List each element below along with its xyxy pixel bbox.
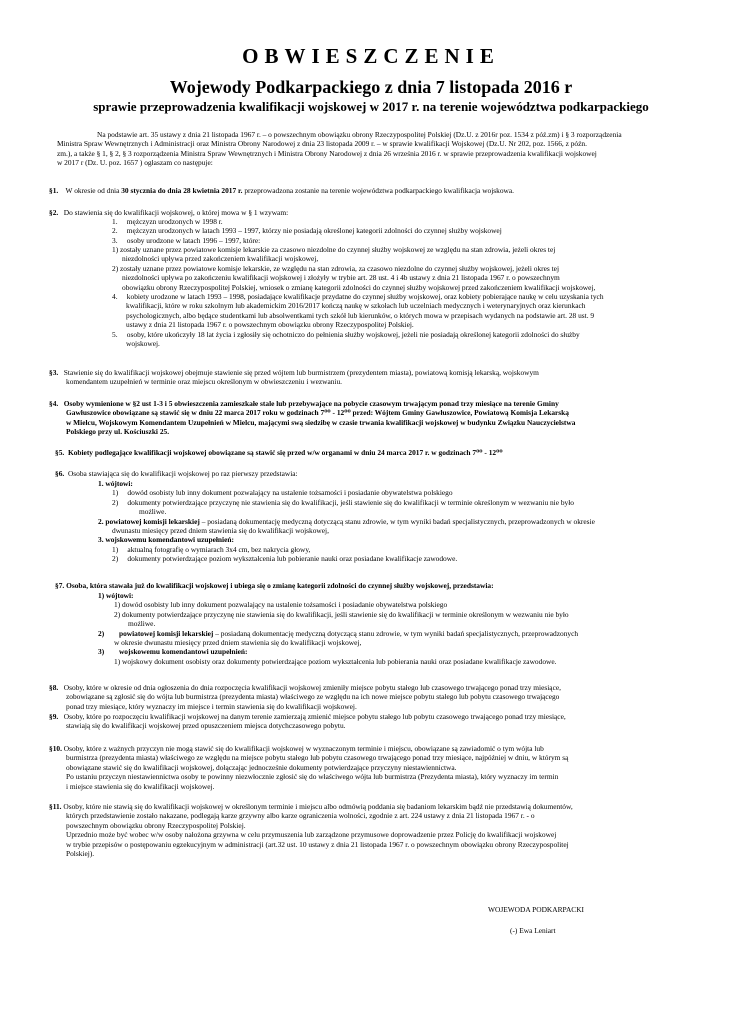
list-item: zostały uznane przez powiatowe komisje lekarskie, ze względu na stan zdrowia, za czasowo niezdolne do czynnej służby wojskowej, jeżeli okres tej <box>120 263 559 273</box>
list-item: możliwe. <box>128 619 156 629</box>
section-number: §9. <box>49 712 59 721</box>
list-item: – posiadaną dokumentację medyczną dotyczącą stanu zdrowie, w tym wyniki badań specjalistycznych, przeprowadzonych <box>215 628 579 638</box>
section-number: §5. <box>55 448 65 457</box>
list-item: wojskowej. <box>126 339 160 349</box>
section-number: §4. <box>49 399 59 408</box>
list-item: ustawy z dnia 21 listopada 1967 r. o powszechnym obowiązku obrony Rzeczypospolitej Polskiej. <box>126 320 414 330</box>
list-number: 2) <box>112 554 119 564</box>
list-number: 2. <box>112 226 118 236</box>
intro-line: w 2017 r (Dz. U. poz. 1657 ) ogłaszam co następuje: <box>57 158 213 168</box>
section-text: Polskiej). <box>66 849 95 859</box>
list-item: obowiązku obrony Rzeczypospolitej Polskiej, wniosek o zmianę kategorii zdolności do czynnej służby wojskowej przed zakończeniem kwalifikacji wojskowej, <box>122 282 596 292</box>
list-number: 1) <box>112 245 119 254</box>
section-text: Osoby, które w okresie od dnia ogłoszenia do dnia rozpoczęcia kwalifikacji wojskowej zmieniły miejsce pobytu stałego lub czasowego trwającego ponad trzy miesiące, <box>63 683 561 692</box>
group-heading: powiatowej komisji lekarskiej <box>118 628 214 638</box>
section-text: burmistrza (prezydenta miasta) właściwego ze względu na miejsce pobytu stałego lub pobytu czasowego trwającego ponad trzy miesiące, najpóźniej w dniu, w którym są <box>66 753 569 763</box>
section-text: w Mielcu, Wojskowym Komendantem Uzupełnień w Mielcu, mającymi swą siedzibę w czasie trwania kwalifikacji wojskowej w budynku Związku Nauczycielstwa <box>66 417 576 427</box>
document-subtitle: Wojewody Podkarpackiego z dnia 7 listopada 2016 r <box>169 77 573 97</box>
intro-paragraph <box>57 130 622 168</box>
section-text: Uprzednio może być wobec w/w osoby nałożona grzywna w celu przymuszenia lub zarządzone przymusowe doprowadzenie przez Policję do kwalifikacji wojskowej <box>66 830 557 840</box>
section-2-sublist <box>112 245 595 292</box>
list-number: 1) <box>112 488 119 498</box>
section-8 <box>49 683 561 711</box>
list-item: dwunastu miesięcy przed dniem stawienia się do kwalifikacji wojskowej, <box>112 526 329 536</box>
list-item: dowód osobisty lub inny dokument pozwalający na ustalenie tożsamości i posiadanie obywatelstwa polskiego <box>122 600 448 610</box>
section-text: Osoby, które po rozpoczęciu kwalifikacji wojskowej na danym terenie zamierzają zmienić miejsce pobytu stałego lub pobytu czasowego trwającego ponad trzy miesiące, <box>63 712 566 721</box>
list-number: 1) <box>114 600 121 610</box>
list-number: 1) <box>112 544 119 554</box>
list-item: 1) wojskowy dokument osobisty oraz dokumenty potwierdzające poziom wykształcenia lub pobierania nauki oraz posiadane kwalifikacje zawodowe. <box>114 656 557 666</box>
list-item: kwalifikacji, które w roku szkolnym lub akademickim 2016/2017 kończą naukę w szkołach lub uczelniach medycznych i weterynaryjnych oraz kierunkach <box>126 301 586 311</box>
section-number: §10. <box>49 744 62 753</box>
intro-line: Ministra Spraw Wewnętrznych i Administracji oraz Ministra Obrony Narodowej z dnia 23 listopada 2009 r. – w sprawie kwalifikacji Wojskowej (Dz.U. Nr 202, poz. 1566, z późn. <box>57 139 587 149</box>
section-6 <box>55 469 298 478</box>
section-number: §3. <box>49 368 59 377</box>
section-text: zobowiązane są zgłosić się do wójta lub burmistrza (prezydenta miasta) właściwego ze względu na ich nowe miejsce pobytu stałego lub pobytu czasowego trwającego <box>66 692 560 702</box>
list-item: w okresie dwunastu miesięcy przed dniem stawienia się do kwalifikacji wojskowej, <box>114 638 362 648</box>
section-text: przeprowadzona zostanie na terenie województwa podkarpackiego kwalifikacja wojskowa. <box>244 186 515 195</box>
section-lead: Osoba stawiająca się do kwalifikacji wojskowej po raz pierwszy przedstawia: <box>67 469 298 478</box>
section-text: stawiają się do kwalifikacji wojskowej przed opuszczeniem miejsca dotychczasowego pobytu. <box>66 721 346 731</box>
section-11 <box>49 802 573 858</box>
signature-office: WOJEWODA PODKARPACKI <box>488 905 585 914</box>
section-text: Stawienie się do kwalifikacji wojskowej obejmuje stawienie się przed wójtem lub burmistrzem (prezydentem miasta), powiatową komisją lekarską, wojskowym <box>63 368 539 377</box>
group-heading: 1. wójtowi: <box>98 479 133 488</box>
section-number: §7. <box>55 581 65 590</box>
list-item: niezdolności upływa po zakończeniu kwalifikacji wojskowej i złożyły w trybie art. 28 ust. 4 i 4b ustawy z dnia 21 listopada 1967 r. o powszechnym <box>122 273 560 283</box>
list-item: dokumenty potwierdzające przyczynę nie stawienia się do kwalifikacji, jeśli stawienie się do kwalifikacji w terminie określonym w wezwaniu nie było <box>127 497 575 507</box>
list-number: 5. <box>112 329 118 339</box>
group-heading: 2. powiatowej komisji lekarskiej <box>98 516 200 526</box>
list-item: – posiadaną dokumentację medyczną dotyczącą stanu zdrowie, w tym wyniki badań specjalistycznych, przeprowadzonych w okresie <box>201 516 595 526</box>
section-1 <box>49 186 514 195</box>
section-9 <box>49 712 566 731</box>
section-number: §6. <box>55 469 65 478</box>
list-item: osoby, które ukończyły 18 lat życia i zgłosiły się ochotniczo do pełnienia służby wojskowej, jeżeli nie posiadają określonej kategorii zdolności do służby <box>126 329 580 339</box>
section-text: i miejsce stawienia się do kwalifikacji wojskowej. <box>66 781 215 791</box>
section-text: powszechnym obowiązku obrony Rzeczypospolitej Polskiej. <box>66 820 246 830</box>
list-number: 2) <box>112 497 119 507</box>
section-7-list <box>98 591 578 666</box>
section-text: ponad trzy miesiące, który wyznaczy im miejsce i termin stawienia się do kwalifikacji wojskowej. <box>66 701 357 711</box>
intro-line: zm.), a także § 1, § 2, § 3 rozporządzenia Ministra Spraw Wewnętrznych i Ministra Obrony Narodowej z dnia 26 września 2016 r. w sprawie przeprowadzenia kwalifikacji wojskowej <box>57 148 597 158</box>
list-number: 3. <box>112 235 118 245</box>
section-6-list <box>98 479 595 564</box>
section-text: Po ustaniu przyczyn niestawiennictwa osoby te powinny niezwłocznie zgłosić się do właściwego wójta lub burmistrza (Prezydenta miasta), który wyznaczy im termin <box>66 772 559 782</box>
section-4 <box>49 399 575 437</box>
list-item: zostały uznane przez powiatowe komisje lekarskie za czasowo niezdolne do czynnej służby wojskowej ze względu na stan zdrowia, jeżeli okres tej <box>120 245 556 254</box>
list-item: dowód osobisty lub inny dokument pozwalający na ustalenie tożsamości i posiadanie obywatelstwa polskiego <box>127 488 453 498</box>
list-item: dokumenty potwierdzające poziom wykształcenia lub pobieranie nauki oraz posiadane kwalifikacje zawodowe. <box>127 554 458 564</box>
section-number: §8. <box>49 683 59 692</box>
group-heading: wojskowemu komendantowi uzupełnień: <box>118 647 248 657</box>
section-text: Polskiego przy ul. Kościuszki 25. <box>66 427 170 437</box>
section-3 <box>49 368 539 387</box>
section-text: komendantem uzupełnień w terminie oraz miejscu określonym w obwieszczeniu i wezwaniu. <box>66 377 343 387</box>
list-number: 2) <box>98 628 105 638</box>
list-item: psychologicznych, albo będące studentkami lub absolwentkami tych szkół lub kierunków, o których mowa w przepisach wydanych na podstawie art. 28 ust. 9 <box>126 310 595 320</box>
section-text: których przedstawienie zostało nakazane, podlegają karze grzywny albo karze ograniczenia wolności, zgodnie z art. 224 ustawy z dnia 21 listopada 1967 r. - o <box>66 811 535 821</box>
section-text: w trybie przepisów o postępowaniu egzekucyjnym w administracji (art.32 ust. 10 ustawy z dnia 21 listopada 1967 r. o powszechnym obowiązku obrony Rzeczypospolitej <box>66 839 569 849</box>
section-number: §1. <box>49 186 59 195</box>
list-item: osoby urodzone w latach 1996 – 1997, które: <box>126 235 261 245</box>
section-number: §2. <box>49 208 59 217</box>
list-item: aktualną fotografię o wymiarach 3x4 cm, bez nakrycia głowy, <box>127 544 311 554</box>
list-item: niezdolności upływa przed zakończeniem kwalifikacji wojskowej, <box>122 254 319 264</box>
section-text: W okresie od dnia <box>65 186 120 195</box>
list-item: mężczyzn urodzonych w latach 1993 – 1997, którzy nie posiadają określonej kategorii zdolności do czynnej służby wojskowej <box>126 226 502 236</box>
group-heading: 3. wojskowemu komendantowi uzupełnień: <box>98 535 234 545</box>
section-10 <box>49 744 568 791</box>
list-item: dokumenty potwierdzające przyczynę nie stawienia się do kwalifikacji, jeśli stawienie się do kwalifikacji w terminie określonym w wezwaniu nie było <box>122 609 569 619</box>
list-number: 2) <box>114 609 121 619</box>
section-text: Kobiety podlegające kwalifikacji wojskowej obowiązane są stawić się przed w/w organami w dniu 24 marca 2017 r. w godzinach 7⁰⁰ - 12⁰⁰ <box>67 448 503 457</box>
list-number: 4. <box>112 292 118 301</box>
list-number: 3) <box>98 647 105 657</box>
list-item: możliwe. <box>139 507 167 517</box>
section-text: Osoby, które z ważnych przyczyn nie mogą stawić się do kwalifikacji wojskowej w wyznaczonym terminie i miejscu, obowiązane są zawiadomić o tym wójta lub <box>63 744 544 753</box>
document-title: OBWIESZCZENIE <box>242 44 500 68</box>
section-2-list-continued <box>112 292 604 348</box>
section-text: Osoby wymienione w §2 ust 1-3 i 5 obwieszczenia zamieszkałe stale lub przebywające na pobycie czasowym trwającym ponad trzy miesiące na terenie Gminy <box>63 399 559 408</box>
section-5 <box>55 448 503 457</box>
section-text: obowiązane stawić się do kwalifikacji wojskowej, dołączając jednocześnie dokumenty potwierdzające przyczyny niestawiennictwa. <box>66 762 457 772</box>
section-dates: 30 stycznia do dnia 28 kwietnia 2017 r. <box>121 186 243 195</box>
list-item: kobiety urodzone w latach 1993 – 1998, posiadające kwalifikacje przydatne do czynnej służby wojskowej, oraz kobiety pobierające naukę w celu uzyskania tych <box>126 292 604 301</box>
group-heading: 1) wójtowi: <box>98 591 134 600</box>
list-number: 2) <box>112 263 119 273</box>
section-lead: Osoba, która stawała już do kwalifikacji wojskowej i ubiega się o zmianę kategorii zdolności do czynnej służby wojskowej, przedstawia: <box>66 581 494 590</box>
list-item: mężczyzn urodzonych w 1998 r. <box>126 217 223 226</box>
section-lead: Do stawienia się do kwalifikacji wojskowej, o której mowa w § 1 wzywam: <box>63 208 289 217</box>
section-text: Osoby, które nie stawią się do kwalifikacji wojskowej w określonym terminie i miejscu albo odmówią poddania się badaniom lekarskim bądź nie przedstawią dokumentów, <box>63 802 573 811</box>
list-number: 1. <box>112 217 118 226</box>
signature-name: (-) Ewa Leniart <box>510 926 556 935</box>
section-7 <box>55 581 494 590</box>
document-subject: sprawie przeprowadzenia kwalifikacji wojskowej w 2017 r. na terenie województwa podkarpackiego <box>93 99 649 114</box>
section-2-list <box>112 217 502 245</box>
section-2 <box>49 208 288 217</box>
section-text: Gawłuszowice obowiązane są stawić się w dniu 22 marca 2017 roku w godzinach 7⁰⁰ - 12⁰⁰ przed: Wójtem Gminy Gawłuszowice, Powiatową Komisja Lekarską <box>66 408 569 418</box>
intro-line: Na podstawie art. 35 ustawy z dnia 21 listopada 1967 r. – o powszechnym obowiązku obrony Rzeczypospolitej Polskiej (Dz.U. z 2016r poz. 1534 z póź.zm) i § 3 rozporządzenia <box>97 130 622 139</box>
section-number: §11. <box>49 802 62 811</box>
